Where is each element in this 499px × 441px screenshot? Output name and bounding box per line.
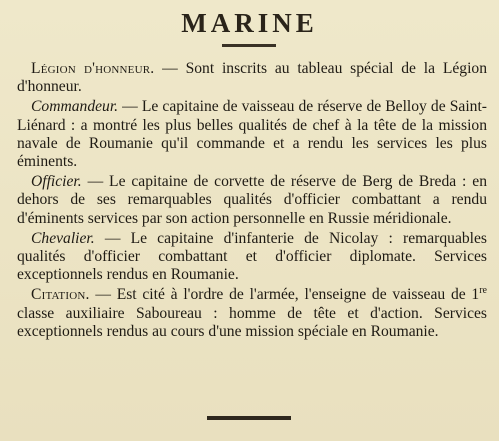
heading-chevalier: Chevalier. — [31, 229, 95, 247]
heading-commandeur: Commandeur. — [31, 98, 119, 116]
section-title: MARINE — [181, 8, 318, 38]
paragraph-officier — [17, 173, 487, 228]
title-divider — [222, 44, 276, 47]
text-citation-end: classe auxiliaire Saboureau : homme de tête et d'action. Services exceptionnels rendus au cours d'une mission spéciale en Roumanie. — [17, 304, 487, 340]
text-legion-honneur: — Sont inscrits au tableau spécial de la Légion d'honneur. — [17, 60, 488, 96]
paragraph-commandeur — [17, 98, 487, 171]
heading-legion-honneur: Légion d'honneur. — [31, 60, 155, 77]
ordinal-superscript: re — [479, 285, 487, 297]
paragraph-citation — [17, 286, 487, 341]
paragraph-legion-honneur — [17, 60, 487, 96]
end-divider — [207, 416, 291, 420]
text-officier: — Le capitaine de corvette de réserve de Berg de Breda : en dehors de ses remarquables qualités d'officier combattant a rendu d'éminents services par son action personnelle en Russie méridionale. — [17, 173, 487, 227]
paragraph-chevalier — [17, 230, 487, 285]
heading-citation: Citation. — [31, 286, 90, 304]
article-body — [17, 60, 487, 343]
text-chevalier: — Le capitaine d'infanterie de Nicolay : remarquables qualités d'officier combattant et d'officier diplomate. Services exceptionnels rendus en Roumanie. — [17, 229, 487, 284]
heading-officier: Officier. — [31, 173, 82, 191]
text-commandeur: — Le capitaine de vaisseau de réserve de Belloy de Saint-Liénard : a montré les plus belles qualités de chef à la tête de la mission navale de Roumanie qu'il commande et a rendu les services les plus éminents. — [17, 98, 487, 171]
text-citation-start: — Est cité à l'ordre de l'armée, l'enseigne de vaisseau de 1 — [89, 286, 480, 304]
